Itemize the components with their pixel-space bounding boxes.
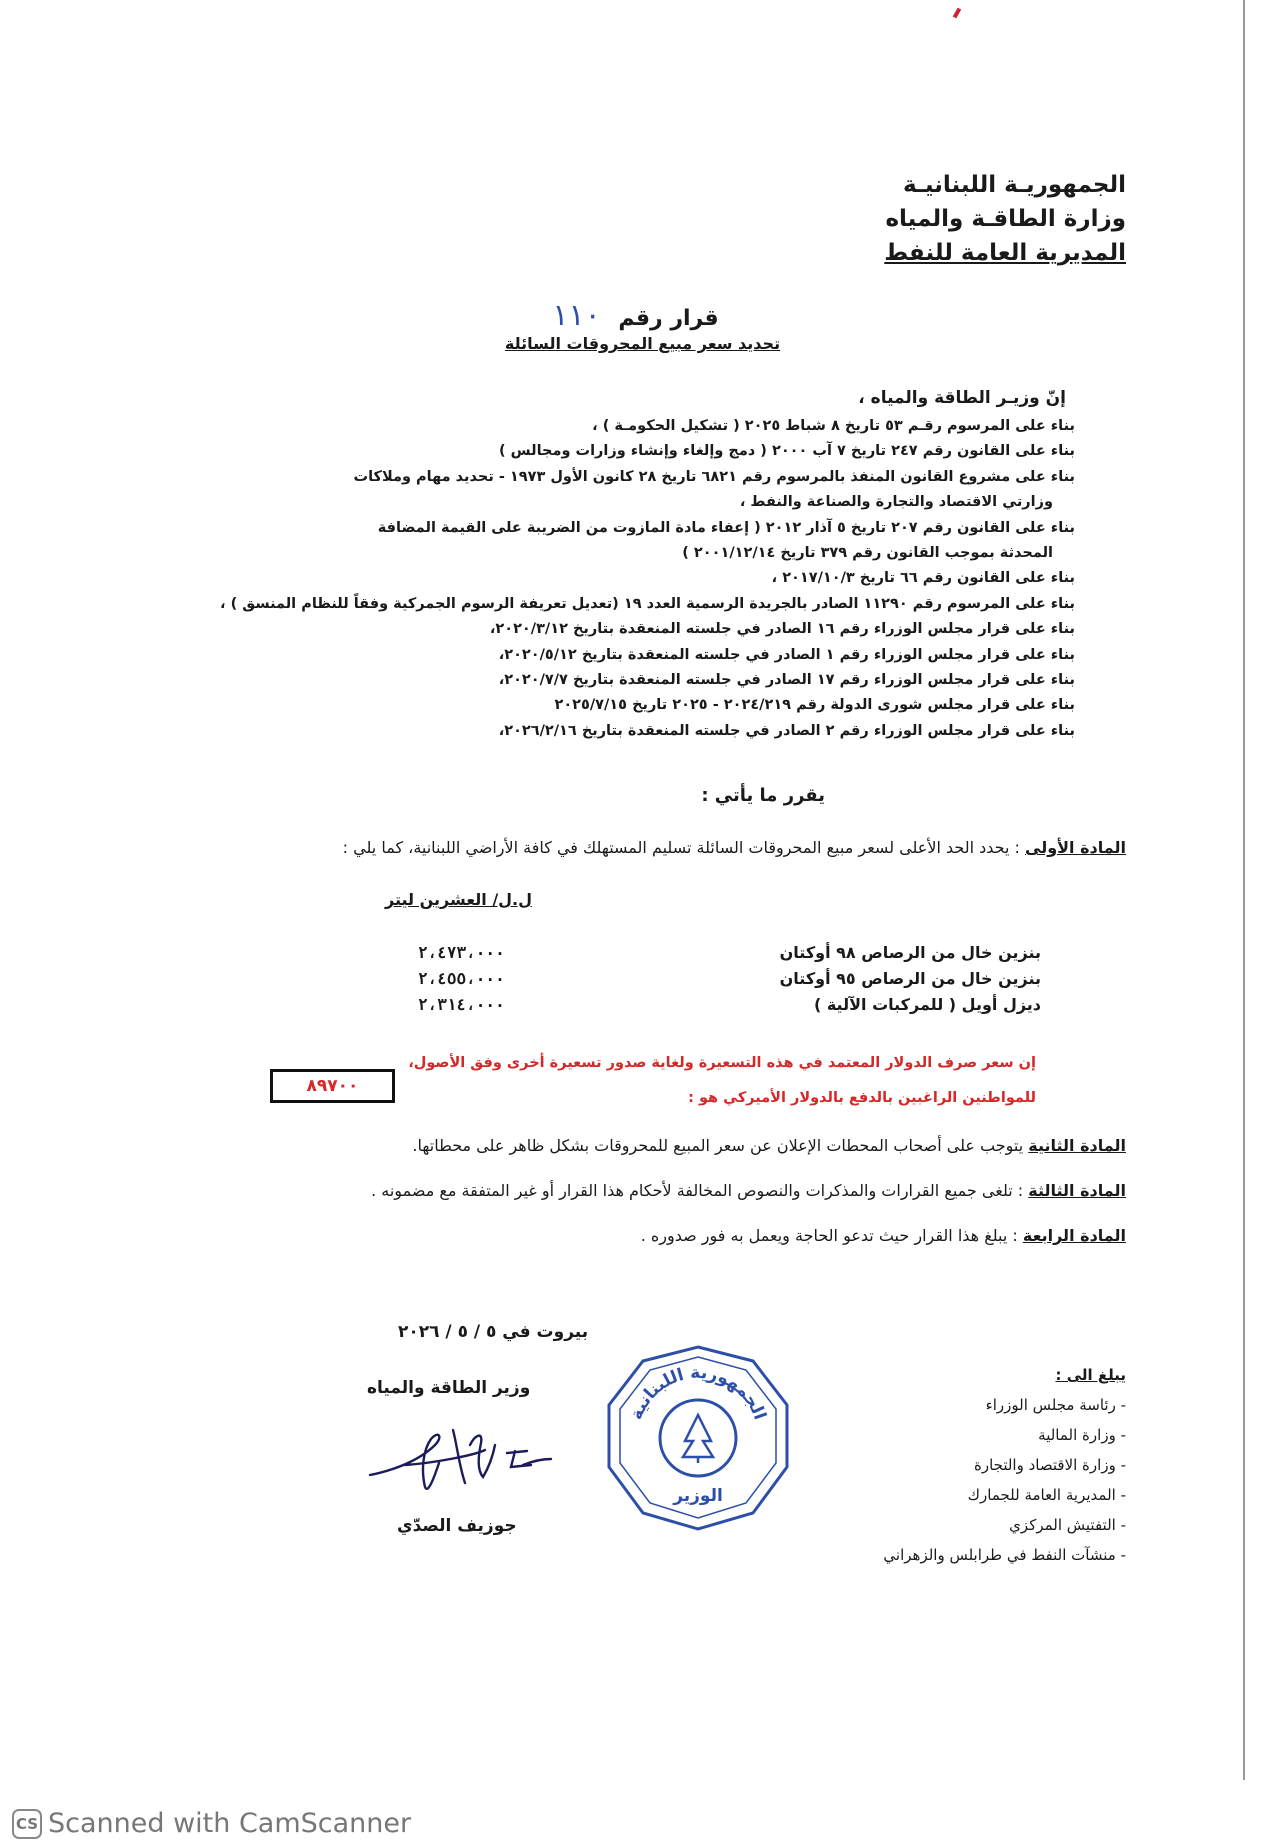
official-stamp <box>603 1343 793 1533</box>
price-value: ٢،٤٥٥،٠٠٠ <box>418 969 505 988</box>
price-value: ٢،٤٧٣،٠٠٠ <box>418 943 505 962</box>
article-4-text: : يبلغ هذا القرار حيث تدعو الحاجة ويعمل به فور صدوره . <box>640 1226 1018 1245</box>
considerations-list <box>115 414 1075 744</box>
exchange-rate-box: ٨٩٧٠٠ <box>270 1069 395 1103</box>
camscanner-text: Scanned with CamScanner <box>48 1808 412 1839</box>
article-3-text: : تلغى جميع القرارات والمذكرات والنصوص المخالفة لأحكام هذا القرار أو غير المتفقة مع مضمونه . <box>371 1181 1024 1200</box>
handwritten-signature <box>365 1415 555 1505</box>
letterhead <box>884 168 1126 270</box>
minister-name: جوزيف الصدّي <box>397 1516 517 1536</box>
article-3 <box>371 1181 1126 1200</box>
article-3-label: المادة الثالثة <box>1028 1181 1126 1200</box>
price-product-name: بنزين خال من الرصاص ٩٨ أوكتان <box>779 943 1041 962</box>
minister-title: وزير الطاقة والمياه <box>367 1378 531 1398</box>
consideration-item: بناء على قرار مجلس شورى الدولة رقم ٢٠٢٤/٢١٩ - ٢٠٢٥ تاريخ ٢٠٢٥/٧/١٥ <box>554 697 1075 714</box>
decision-label: قرار رقم <box>618 306 719 331</box>
camscanner-logo-icon: CS <box>12 1809 42 1839</box>
consideration-item: بناء على مشروع القانون المنفذ بالمرسوم رقم ٦٨٢١ تاريخ ٢٨ كانون الأول ١٩٧٣ - تحديد مهام وملاكات <box>353 468 1075 485</box>
consideration-item: بناء على قرار مجلس الوزراء رقم ٢ الصادر في جلسته المنعقدة بتاريخ ٢٠٢٦/٢/١٦، <box>498 722 1075 739</box>
distribution-item: - التفتيش المركزي <box>1009 1516 1126 1534</box>
decision-title <box>0 298 1271 333</box>
camscanner-footer <box>12 1808 411 1839</box>
decision-number-handwritten: ١١٠ <box>552 298 601 333</box>
distribution-list <box>796 1360 1126 1570</box>
exchange-note-line-2: للمواطنين الراغبين بالدفع بالدولار الأميركي هو : <box>688 1090 1036 1106</box>
letterhead-ministry: وزارة الطاقـة والمياه <box>885 206 1126 232</box>
stamp-top-text: الجمهورية اللبنانية <box>626 1362 770 1423</box>
article-1-label: المادة الأولى <box>1025 838 1126 857</box>
decision-subject: تحديد سعر مبيع المحروقات السائلة <box>504 334 781 353</box>
letterhead-republic: الجمهوريـة اللبنانيـة <box>903 172 1126 198</box>
place-date: بيروت في ٥ / ٥ / ٢٠٢٦ <box>398 1322 589 1342</box>
article-2-label: المادة الثانية <box>1028 1136 1126 1155</box>
page-edge-line <box>1243 0 1245 1780</box>
article-2 <box>412 1136 1126 1155</box>
exchange-rate-note <box>408 1046 1036 1116</box>
article-1-text: : يحدد الحد الأعلى لسعر مبيع المحروقات السائلة تسليم المستهلك في كافة الأراضي اللبنانية، كما يلي : <box>342 838 1020 857</box>
minister-intro: إنّ وزيـر الطاقة والمياه ، <box>858 388 1066 408</box>
consideration-item: بناء على قرار مجلس الوزراء رقم ١ الصادر في جلسته المنعقدة بتاريخ ٢٠٢٠/٥/١٢، <box>498 646 1075 663</box>
decides-heading: يقرر ما يأتي : <box>701 785 825 806</box>
consideration-item: بناء على قرار مجلس الوزراء رقم ١٦ الصادر في جلسته المنعقدة بتاريخ ٢٠٢٠/٣/١٢، <box>489 621 1075 638</box>
article-4-label: المادة الرابعة <box>1022 1226 1126 1245</box>
article-1 <box>343 838 1126 857</box>
consideration-item: بناء على المرسوم رقم ١١٢٩٠ الصادر بالجريدة الرسمية العدد ١٩ (تعديل تعريفة الرسوم الجمركية وفقاً للنظام المنسق ) ، <box>220 595 1075 612</box>
exchange-note-line-1: إن سعر صرف الدولار المعتمد في هذه التسعيرة ولغاية صدور تسعيرة أخرى وفق الأصول، <box>408 1055 1036 1071</box>
distribution-title: يبلغ الى : <box>1055 1366 1126 1384</box>
distribution-item: - منشآت النفط في طرابلس والزهراني <box>883 1546 1126 1564</box>
consideration-item: بناء على قرار مجلس الوزراء رقم ١٧ الصادر في جلسته المنعقدة بتاريخ ٢٠٢٠/٧/٧، <box>498 672 1075 689</box>
consideration-item: بناء على القانون رقم ٢٤٧ تاريخ ٧ آب ٢٠٠٠ ( دمج وإلغاء وإنشاء وزارات ومجالس ) <box>498 443 1075 460</box>
price-unit: ل.ل/ العشرين ليتر <box>385 890 533 909</box>
consideration-item: بناء على القانون رقم ٦٦ تاريخ ٢٠١٧/١٠/٣ ، <box>771 570 1075 587</box>
price-product-name: ديزل أويل ( للمركبات الآلية ) <box>813 995 1041 1014</box>
distribution-item: - المديرية العامة للجمارك <box>967 1486 1126 1504</box>
consideration-item: بناء على المرسوم رقـم ٥٣ تاريخ ٨ شباط ٢٠٢٥ ( تشكيل الحكومـة ) ، <box>592 418 1075 434</box>
letterhead-directorate: المديرية العامة للنفط <box>884 240 1126 266</box>
article-2-text: يتوجب على أصحاب المحطات الإعلان عن سعر المبيع للمحروقات بشكل ظاهر على محطاتها. <box>412 1136 1024 1155</box>
consideration-item: وزارتي الاقتصاد والتجارة والصناعة والنفط ، <box>739 494 1053 511</box>
pen-mark <box>953 8 961 19</box>
price-value: ٢،٣١٤،٠٠٠ <box>418 995 505 1014</box>
price-product-name: بنزين خال من الرصاص ٩٥ أوكتان <box>779 969 1041 988</box>
consideration-item: بناء على القانون رقم ٢٠٧ تاريخ ٥ آذار ٢٠١٢ ( إعفاء مادة المازوت من الضريبة على القيمة المضافة <box>377 519 1075 536</box>
article-4 <box>641 1226 1126 1245</box>
stamp-bottom-text: الوزير <box>673 1486 723 1506</box>
distribution-item: - رئاسة مجلس الوزراء <box>985 1396 1126 1414</box>
distribution-item: - وزارة الاقتصاد والتجارة <box>973 1456 1126 1474</box>
consideration-item: المحدثة بموجب القانون رقم ٣٧٩ تاريخ ٢٠٠١/١٢/١٤ ) <box>682 545 1053 562</box>
distribution-item: - وزارة المالية <box>1038 1426 1126 1444</box>
